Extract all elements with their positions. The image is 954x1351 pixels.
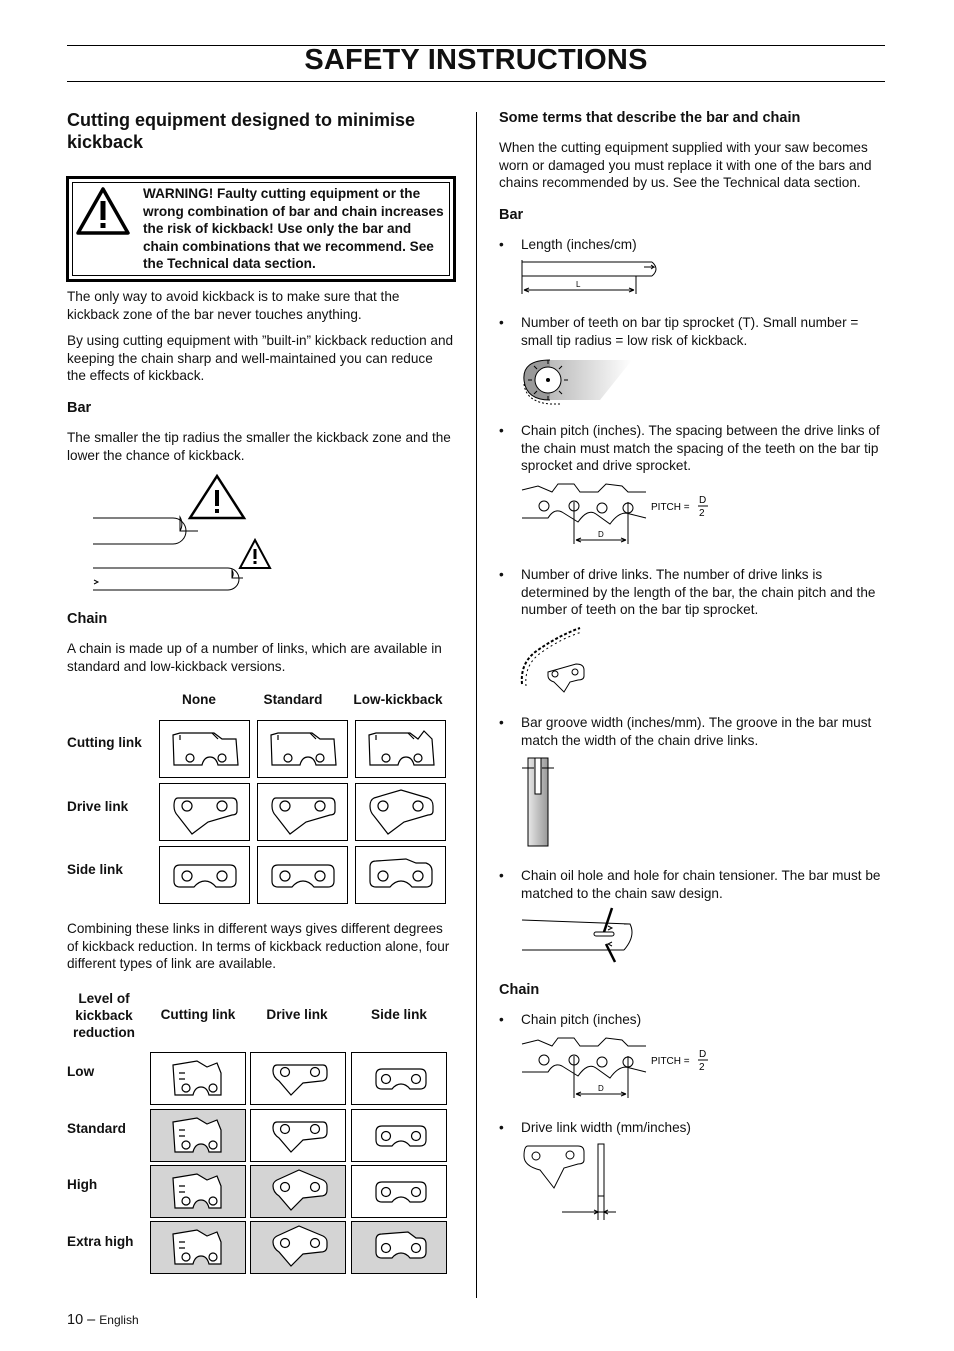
footer (67, 1312, 139, 1328)
table2-col-drive-link: Drive link (266, 1007, 328, 1022)
table1-cutting-low-kickback (355, 720, 446, 778)
pitch-formula-denominator: 2 (699, 508, 705, 519)
paragraph-kickback-zone: The only way to avoid kickback is to make sure that the kickback zone of the bar never touches anything. (67, 289, 400, 322)
drive-link-icon (356, 784, 445, 840)
right-intro-paragraph: When the cutting equipment supplied with your saw becomes worn or damaged you must replace it with one of the bars and chains recommended by us. See the Technical data section. (499, 140, 872, 190)
warning-triangle-icon (75, 186, 131, 236)
warning-box (66, 176, 456, 282)
pitch-formula-label-2: PITCH = (651, 1056, 690, 1067)
right-bar-subheading: Bar (499, 207, 524, 223)
table1-row-cutting-link: Cutting link (67, 735, 142, 750)
warning-text: WARNING! Faulty cutting equipment or the wrong combination of bar and chain increases the risk of kickback! Use only the bar and chain combinations that we recommend. See the Technical data section. (143, 186, 444, 271)
cutting-link-icon (151, 1166, 245, 1217)
side-link-icon (160, 847, 249, 903)
table2-row-standard: Standard (67, 1121, 126, 1136)
side-link-icon (258, 847, 347, 903)
table2-col-cutting-link: Cutting link (160, 1007, 236, 1022)
footer-dash: – (87, 1312, 96, 1328)
table2-high-side (351, 1165, 447, 1218)
drive-link-icon (251, 1222, 345, 1273)
table2-standard-drive (250, 1109, 346, 1162)
table1-col-low-kickback: Low-kickback (353, 692, 443, 707)
chain-subheading: Chain (67, 611, 108, 627)
cutting-link-icon (258, 721, 347, 777)
oil-hole-illustration (518, 906, 638, 968)
footer-language: English (99, 1313, 139, 1327)
cutting-link-icon (160, 721, 249, 777)
pitch-formula-label: PITCH = (651, 502, 690, 513)
table2-corner-label: Level of kickback reduction (73, 991, 135, 1040)
paragraph-built-in-reduction: By using cutting equipment with ”built-in” kickback reduction and keeping the chain sharp and well-maintained you can reduce the effects of kickback. (67, 333, 454, 383)
right-chain-subheading: Chain (499, 982, 540, 998)
paragraph-link-combinations: Combining these links in different ways gives different degrees of kickback reduction. In terms of kickback reduction alone, four different types of link are available. (67, 921, 450, 971)
table1-col-none: None (182, 692, 216, 707)
cutting-link-icon (151, 1222, 245, 1273)
chain-loop-illustration (518, 622, 590, 696)
side-link-icon (352, 1053, 446, 1104)
page-number: 10 (67, 1312, 84, 1328)
table1-side-standard (257, 846, 348, 904)
table2-high-drive (250, 1165, 346, 1218)
chain-pitch-illustration-2 (518, 1032, 718, 1104)
side-link-icon (352, 1222, 446, 1273)
table1-side-none (159, 846, 250, 904)
table2-row-high: High (67, 1177, 98, 1192)
pitch-formula-numerator: D (699, 495, 707, 506)
drive-link-icon (251, 1166, 345, 1217)
table2-extra-high-drive (250, 1221, 346, 1274)
drive-link-width-illustration (518, 1140, 622, 1224)
cutting-link-icon (356, 721, 445, 777)
right-section-heading: Some terms that describe the bar and chain (499, 110, 801, 126)
table2-standard-cutting (150, 1109, 246, 1162)
table2-row-low: Low (67, 1064, 95, 1079)
bar-subheading: Bar (67, 400, 92, 416)
drive-link-icon (251, 1110, 345, 1161)
side-link-icon (352, 1166, 446, 1217)
cutting-link-icon (151, 1110, 245, 1161)
table2-row-extra-high: Extra high (67, 1234, 134, 1249)
table2-low-drive (250, 1052, 346, 1105)
section-heading-kickback: Cutting equipment designed to minimise kickback (67, 110, 416, 152)
table1-row-side-link: Side link (67, 862, 123, 877)
table1-drive-standard (257, 783, 348, 841)
drive-link-icon (160, 784, 249, 840)
bar-length-label: L (576, 280, 581, 289)
header-bottom-rule (67, 81, 885, 82)
pitch-d-label: D (598, 530, 604, 539)
pitch-formula-denominator-2: 2 (699, 1062, 705, 1073)
pitch-d-label-2: D (598, 1084, 604, 1093)
table1-cutting-none (159, 720, 250, 778)
cutting-link-icon (151, 1053, 245, 1104)
table2-col-side-link: Side link (371, 1007, 427, 1022)
side-link-icon (352, 1110, 446, 1161)
chain-pitch-illustration (518, 478, 718, 550)
table1-drive-none (159, 783, 250, 841)
table2-high-cutting (150, 1165, 246, 1218)
table1-row-drive-link: Drive link (67, 799, 129, 814)
table1-drive-low-kickback (355, 783, 446, 841)
drive-link-icon (251, 1053, 345, 1104)
page-title: SAFETY INSTRUCTIONS (304, 44, 648, 76)
bar-tip-radius-illustration (88, 468, 278, 596)
bar-tip-sprocket-illustration (520, 354, 635, 406)
table2-low-cutting (150, 1052, 246, 1105)
side-link-icon (356, 847, 445, 903)
drive-link-icon (258, 784, 347, 840)
table2-extra-high-cutting (150, 1221, 246, 1274)
bar-length-illustration (518, 258, 664, 298)
table1-col-standard: Standard (263, 692, 323, 707)
column-divider (476, 112, 477, 1298)
table2-standard-side (351, 1109, 447, 1162)
table2-low-side (351, 1052, 447, 1105)
bar-paragraph: The smaller the tip radius the smaller the kickback zone and the lower the chance of kickback. (67, 430, 451, 463)
pitch-formula-numerator-2: D (699, 1049, 707, 1060)
table1-side-low-kickback (355, 846, 446, 904)
bar-groove-illustration (520, 754, 560, 850)
table2-extra-high-side (351, 1221, 447, 1274)
chain-paragraph: A chain is made up of a number of links, which are available in standard and low-kickback versions. (67, 641, 442, 674)
table1-cutting-standard (257, 720, 348, 778)
